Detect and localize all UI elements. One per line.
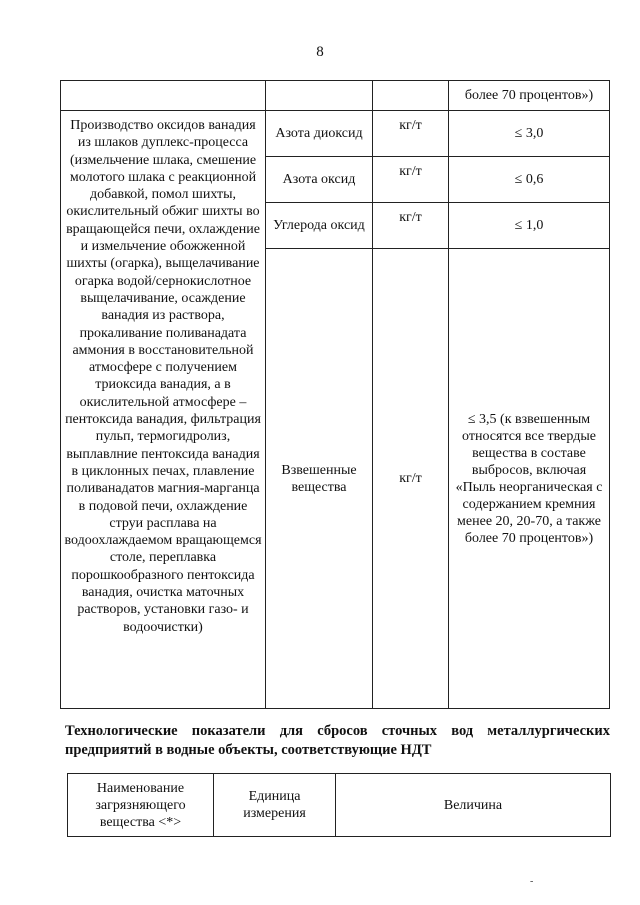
pollutant-cell xyxy=(266,81,373,111)
wastewater-ndt-table xyxy=(67,773,611,837)
footer-mark: - xyxy=(530,876,534,887)
table-row xyxy=(61,81,610,111)
header-unit: Единица измерения xyxy=(214,774,336,837)
unit-cell: кг/т xyxy=(373,157,449,203)
pollutant-cell: Азота диоксид xyxy=(266,111,373,157)
header-value: Величина xyxy=(336,774,611,837)
table-row xyxy=(61,111,610,157)
header-pollutant-name: Наименование загрязняющего вещества <*> xyxy=(68,774,214,837)
process-cell xyxy=(61,81,266,111)
pollutant-cell: Углерода оксид xyxy=(266,203,373,249)
value-cell: ≤ 3,0 xyxy=(449,111,610,157)
value-cell: ≤ 0,6 xyxy=(449,157,610,203)
section-title: Технологические показатели для сбросов сточных вод металлургических предприятий в водные объекты, соответствующие НДТ xyxy=(65,723,610,758)
value-cell: ≤ 3,5 (к взвешенным относятся все твердые вещества в составе выбросов, включая «Пыль неорганическая с содержанием кремния менее 20, 20-70, а также более 70 процентов») xyxy=(449,249,610,709)
unit-cell xyxy=(373,81,449,111)
table-header-row xyxy=(68,774,611,837)
unit-cell: кг/т xyxy=(373,249,449,709)
value-cell: более 70 процентов») xyxy=(449,81,610,111)
emissions-table xyxy=(60,80,610,709)
unit-cell: кг/т xyxy=(373,203,449,249)
unit-cell: кг/т xyxy=(373,111,449,157)
value-cell: ≤ 1,0 xyxy=(449,203,610,249)
process-description: Производство оксидов ванадия из шлаков дуплекс-процесса (измельчение шлака, смешение молотого шлака с реакционной добавкой, помол шихты, окислительный обжиг шихты во вращающейся печи, охлаждение и измельчение обожженной шихты (огарка), выщелачивание огарка водой/сернокислотное выщелачивание, осаждение ванадия из раствора, прокаливание поливанадата аммония в восстановительной атмосфере с получением триоксида ванадия, а в окислительной атмосфере – пентоксида ванадия, фильтрация пульп, термогидролиз, выплавлние пентоксида ванадия в циклонных печах, плавление поливанадатов магния-марганца в подовой печи, охлаждение струи расплава на водоохлаждаемом вращающемся столе, переплавка порошкообразного пентоксида ванадия, очистка маточных растворов, установки газо- и водоочистки) xyxy=(61,111,266,709)
pollutant-cell: Азота оксид xyxy=(266,157,373,203)
pollutant-cell: Взвешенные вещества xyxy=(266,249,373,709)
page-number: 8 xyxy=(316,44,324,60)
